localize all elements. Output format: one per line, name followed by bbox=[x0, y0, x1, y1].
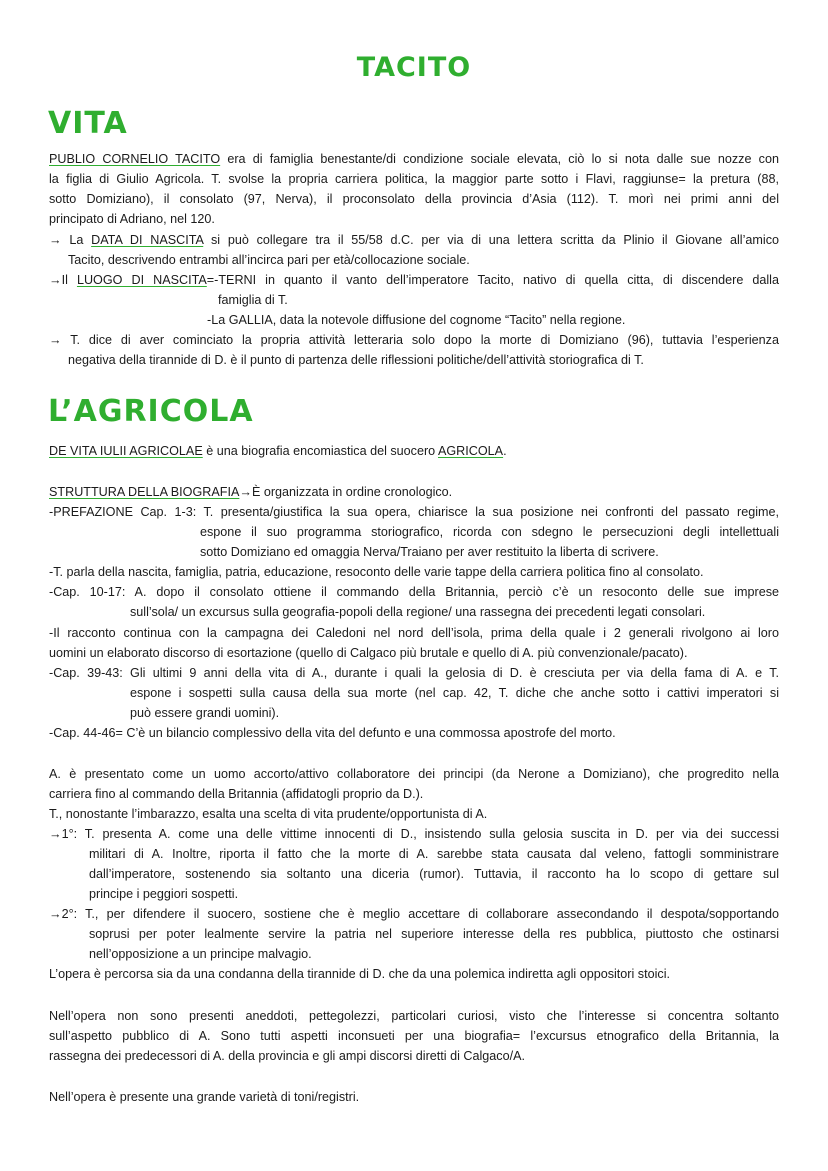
vita-p1-line1: PUBLIO CORNELIO TACITO era di famiglia benestante/di condizione sociale elevata, ciò lo si nota dalle sue nozze con bbox=[49, 152, 779, 166]
vita-bullet2-line3: -La GALLIA, data la notevole diffusione del cognome “Tacito” nella regione. bbox=[207, 313, 626, 327]
primo-line3: dall’imperatore, sostenendo sia soltanto una diceria (rumor). Tuttavia, il racconto ha lo scopo di gettare sul bbox=[89, 867, 779, 881]
aneddoti-line2: sull’aspetto pubblico di A. Sono tutti aspetti inconsueti per una biografia= l’excursus etnografico della Britannia, la bbox=[49, 1029, 779, 1043]
struttura-line: STRUTTURA DELLA BIOGRAFIA→È organizzata in ordine cronologico. bbox=[49, 485, 453, 499]
heading-vita: VITA bbox=[48, 106, 128, 141]
primo-line2: militari di A. Inoltre, riporta il fatto che la morte di A. sarebbe stata causata dal veleno, fattogli somministrare bbox=[89, 847, 779, 861]
cap10-line2: sull’sola/ un excursus sulla geografia-popoli della regione/ una rassegna dei precedenti legati consolari. bbox=[130, 605, 706, 619]
primo-line4: principe i peggiori sospetti. bbox=[89, 887, 239, 901]
term-agricola: AGRICOLA bbox=[437, 444, 504, 458]
agricola-intro: DE VITA IULII AGRICOLAE è una biografia encomiastica del suocero AGRICOLA. bbox=[49, 444, 507, 458]
prefazione-line1: -PREFAZIONE Cap. 1-3: T. presenta/giustifica la sua opera, chiarisce la sua posizione nei confronti del passato regime, bbox=[49, 505, 779, 519]
presentato-line2: carriera fino al commando della Britannia (affidatogli proprio da D.). bbox=[49, 787, 424, 801]
varieta-line: Nell’opera è presente una grande varietà di toni/registri. bbox=[49, 1090, 360, 1104]
heading-agricola: L’AGRICOLA bbox=[48, 394, 254, 429]
racconto-line1: -Il racconto continua con la campagna dei Caledoni nel nord dell’isola, prima della quale i 2 generali rivolgono ai loro bbox=[49, 626, 779, 640]
term-publio-cornelio-tacito: PUBLIO CORNELIO TACITO bbox=[49, 152, 221, 166]
presentato-line3: T., nonostante l’imbarazzo, esalta una scelta di vita prudente/opportunista di A. bbox=[49, 807, 488, 821]
vita-p1-line2: la figlia di Giulio Agricola. T. svolse la propria carriera politica, la maggior parte sotto i Flavi, raggiunse= la pretura (88, bbox=[49, 172, 779, 186]
vita-bullet1-line1: → La DATA DI NASCITA si può collegare tra il 55/58 d.C. per via di una lettera scritta da Plinio il Giovane all’amico bbox=[49, 233, 779, 247]
nascita-line: -T. parla della nascita, famiglia, patria, educazione, resoconto delle varie tappe della carriera politica fino al consolato. bbox=[49, 565, 704, 579]
cap44-line: -Cap. 44-46= C’è un bilancio complessivo della vita del defunto e una commossa apostrofe del morto. bbox=[49, 726, 616, 740]
cap39-line1: -Cap. 39-43: Gli ultimi 9 anni della vita di A., durante i quali la gelosia di D. è cresciuta per via della fama di A. e T. bbox=[49, 666, 779, 680]
vita-bullet1-line2: Tacito, descrivendo entrambi all’incirca pari per età/collocazione sociale. bbox=[68, 253, 470, 267]
document-title: TACITO bbox=[356, 52, 472, 83]
term-data-di-nascita: DATA DI NASCITA bbox=[91, 233, 204, 247]
term-luogo-di-nascita: LUOGO DI NASCITA bbox=[76, 273, 207, 287]
presentato-line1: A. è presentato come un uomo accorto/attivo collaboratore dei principi (da Nerone a Domiziano), che progredito nella bbox=[49, 767, 779, 781]
prefazione-line2: espone il suo programma storiografico, ricorda con sdegno le persecuzioni degli intellettuali bbox=[200, 525, 779, 539]
vita-bullet2-line1: →Il LUOGO DI NASCITA=-TERNI in quanto il vanto dell’imperatore Tacito, nativo di quella citta, di discendere dalla bbox=[49, 273, 779, 287]
vita-p1-line4: principato di Adriano, nel 120. bbox=[49, 212, 215, 226]
cap39-line2: espone i sospetti sulla causa della sua morte (nel cap. 42, T. diche che anche sotto i cattivi imperatori si bbox=[130, 686, 779, 700]
vita-p1-line3: sotto Domiziano), il consolato (97, Nerva), il proconsolato della provincia d’Asia (112). T. morì nei primi anni del bbox=[49, 192, 779, 206]
cap10-line1: -Cap. 10-17: A. dopo il consolato ottiene il commando della Britannia, perciò c’è un resoconto delle sue imprese bbox=[49, 585, 779, 599]
prefazione-line3: sotto Domiziano ed omaggia Nerva/Traiano per aver restituito la liberta di scrivere. bbox=[200, 545, 659, 559]
secondo-line3: nell’opposizione a un principe malvagio. bbox=[89, 947, 312, 961]
secondo-line2: soprusi per poter lealmente servire la patria nel superiore interesse della res pubblica, piuttosto che ostinarsi bbox=[89, 927, 779, 941]
percorsa-line: L’opera è percorsa sia da una condanna della tirannide di D. che da una polemica indiretta agli oppositori stoici. bbox=[49, 967, 670, 981]
vita-bullet3-line1: → T. dice di aver cominciato la propria attività letteraria solo dopo la morte di Domiziano (96), tuttavia l’esperienza bbox=[49, 333, 779, 347]
cap39-line3: può essere grandi uomini). bbox=[130, 706, 280, 720]
aneddoti-line3: rassegna dei predecessori di A. della provincia e gli ampi discorsi diretti di Calgaco/A. bbox=[49, 1049, 526, 1063]
term-struttura-della-biografia: STRUTTURA DELLA BIOGRAFIA bbox=[49, 485, 240, 499]
vita-bullet3-line2: negativa della tirannide di D. è il punto di partenza delle riflessioni politiche/dell’attività storiografica di T. bbox=[68, 353, 644, 367]
primo-line1: →1°: T. presenta A. come una delle vittime innocenti di D., insistendo sulla gelosia suscita in D. per via dei successi bbox=[49, 827, 779, 841]
vita-bullet2-line2: famiglia di T. bbox=[218, 293, 288, 307]
racconto-line2: uomini un elaborato discorso di esortazione (quello di Calgaco più brutale e quello di A. più convenzionale/pacato). bbox=[49, 646, 688, 660]
term-de-vita-iulii-agricolae: DE VITA IULII AGRICOLAE bbox=[49, 444, 203, 458]
secondo-line1: →2°: T., per difendere il suocero, sostiene che è meglio accettare di collaborare assecondando il despota/sopportando bbox=[49, 907, 779, 921]
aneddoti-line1: Nell’opera non sono presenti aneddoti, pettegolezzi, particolari curiosi, visto che l’interesse si concentra soltanto bbox=[49, 1009, 779, 1023]
